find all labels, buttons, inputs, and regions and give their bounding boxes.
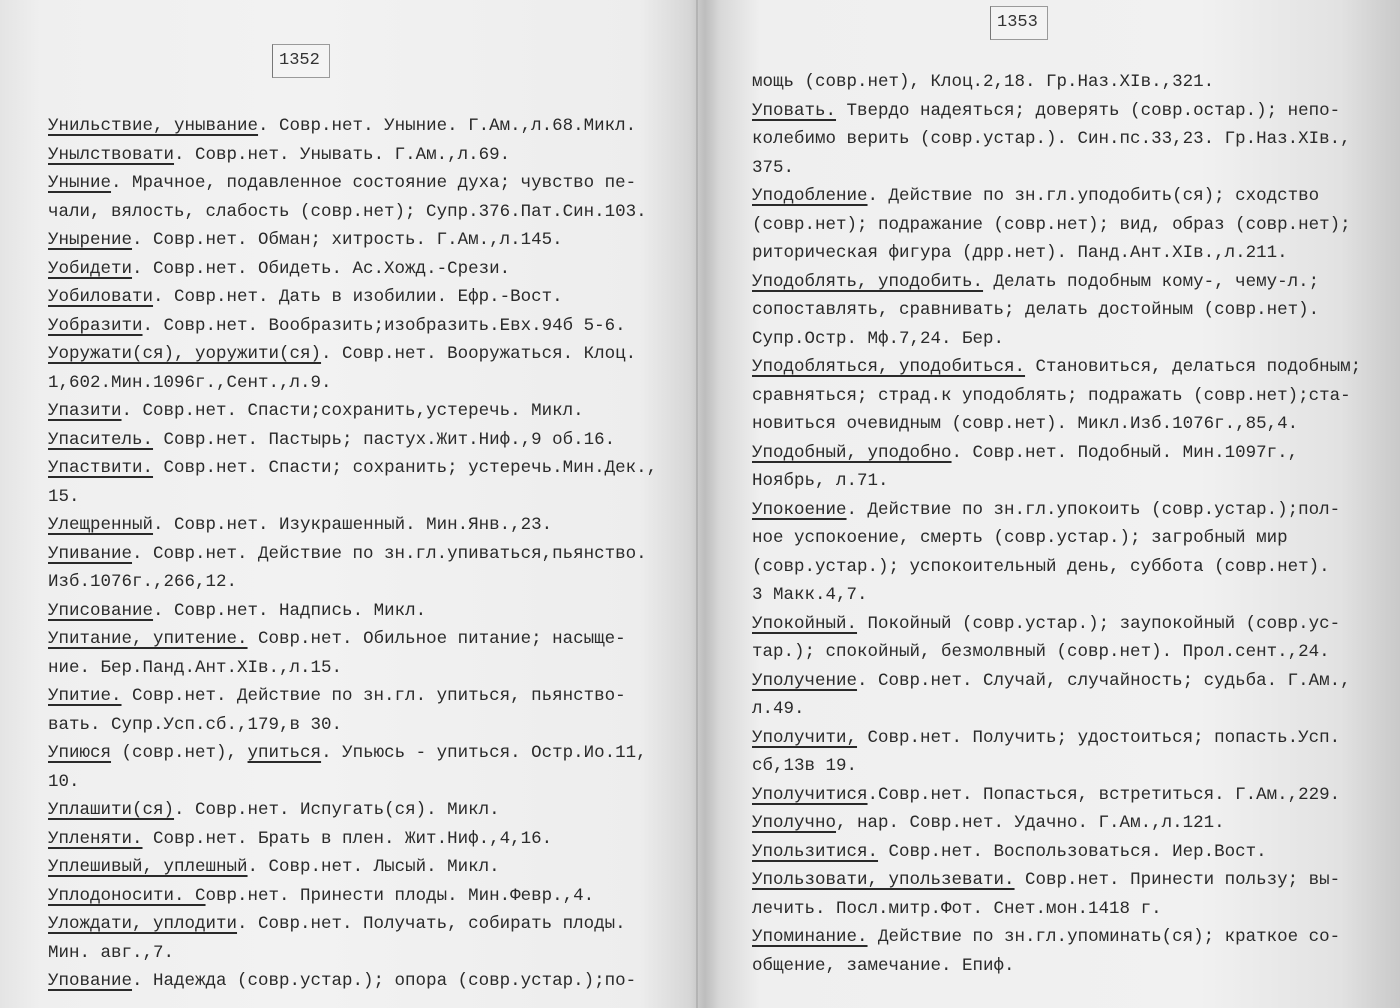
entry-text: ние. Бер.Панд.Ант.XIв.,л.15. xyxy=(48,657,343,678)
entry-text: 15. xyxy=(48,486,80,507)
headword: Унильствие, унывание xyxy=(48,116,259,136)
dictionary-line xyxy=(752,838,1361,867)
entry-text: . Совр.нет. Подобный. Мин.1097г., xyxy=(951,442,1299,463)
dictionary-line xyxy=(752,895,1361,924)
entry-text: чали, вялость, слабость (совр.нет); Супр.376.Пат.Син.103. xyxy=(48,201,647,222)
entry-text: сб,13в 19. xyxy=(752,756,858,776)
headword: Упование xyxy=(48,971,133,991)
dictionary-line xyxy=(752,496,1361,525)
dictionary-line xyxy=(48,654,657,683)
entry-text: 3 Макк.4,7. xyxy=(752,585,868,605)
headword: Уполучити, xyxy=(752,727,858,748)
dictionary-line xyxy=(752,781,1361,810)
dictionary-line xyxy=(48,112,657,141)
entry-text: 375. xyxy=(752,157,795,178)
entry-text: Делать подобным кому-, чему-л.; xyxy=(983,271,1320,292)
headword: Упазити xyxy=(48,401,122,421)
dictionary-line xyxy=(48,483,657,512)
headword: Уписование xyxy=(48,600,154,621)
dictionary-line xyxy=(48,511,657,540)
headword: Уподобление xyxy=(752,186,868,206)
entry-text: Совр.нет. Брать в плен. Жит.Ниф.,4,16. xyxy=(142,828,553,849)
entry-text: колебимо верить (совр.устар.). Син.пс.33,23. Гр.Наз.XIв., xyxy=(752,129,1351,149)
dictionary-line xyxy=(752,410,1361,439)
dictionary-line xyxy=(48,454,657,483)
dictionary-line xyxy=(752,581,1361,610)
dictionary-line xyxy=(48,169,657,198)
headword: Уповать. xyxy=(752,100,837,121)
entry-text: . Действие по зн.гл.упокоить (совр.устар.);пол- xyxy=(846,499,1341,520)
entry-text: лечить. Посл.митр.Фот. Снет.мон.1418 г. xyxy=(752,898,1162,919)
dictionary-line xyxy=(48,853,657,882)
dictionary-line xyxy=(48,141,657,170)
entry-text: , нар. Совр.нет. Удачно. Г.Ам.,л.121. xyxy=(836,813,1225,833)
entry-text: вать. Супр.Усп.сб.,179,в 30. xyxy=(48,714,343,735)
dictionary-line xyxy=(48,198,657,227)
dictionary-line xyxy=(48,825,657,854)
headword: Унырение xyxy=(48,230,133,250)
dictionary-line xyxy=(48,939,657,968)
headword: Уобиловати xyxy=(48,287,154,307)
entry-text: . Упьюсь - упиться. Остр.Ио.11, xyxy=(321,743,647,763)
page-number-right: 1353 xyxy=(990,6,1048,40)
entry-text: . Совр.нет. Испугать(ся). Микл. xyxy=(174,800,500,820)
entry-text: . Надежда (совр.устар.); опора (совр.устар.);по- xyxy=(132,971,637,991)
entry-text: . Совр.нет. Вооружаться. Клоц. xyxy=(321,344,637,364)
entry-text: . Совр.нет. Надпись. Микл. xyxy=(153,600,427,621)
headword: Уподобный, уподобно xyxy=(752,442,952,463)
dictionary-line xyxy=(752,439,1361,468)
entry-text: тар.); спокойный, безмолвный (совр.нет). Прол.сент.,24. xyxy=(752,642,1330,662)
dictionary-line xyxy=(48,312,657,341)
dictionary-line xyxy=(752,211,1361,240)
dictionary-line xyxy=(48,568,657,597)
entry-text: Покойный (совр.устар.); заупокойный (совр.ус- xyxy=(857,613,1341,634)
dictionary-line xyxy=(48,682,657,711)
book-gutter xyxy=(696,0,698,1008)
entry-text: 10. xyxy=(48,771,80,792)
headword: Уоружати(ся), уоружити(ся) xyxy=(48,344,322,364)
dictionary-line xyxy=(48,597,657,626)
headword: Уобидети xyxy=(48,258,133,279)
entry-text: . Совр.нет. Обман; хитрость. Г.Ам.,л.145. xyxy=(132,230,563,250)
headword: Уподобляться, уподобиться. xyxy=(752,357,1026,377)
dictionary-line xyxy=(752,68,1361,97)
headword: Упокойный. xyxy=(752,613,858,634)
dictionary-line xyxy=(752,809,1361,838)
headword: Упленяти. xyxy=(48,828,143,849)
headword: Упиюся xyxy=(48,743,112,763)
entry-text: ное успокоение, смерть (совр.устар.); загробный мир xyxy=(752,528,1288,548)
headword: Упивание xyxy=(48,543,133,564)
entry-text: . Совр.нет. Действие по зн.гл.упиваться,пьянство. xyxy=(132,543,647,564)
entry-text: риторическая фигура (дрр.нет). Панд.Ант.XIв.,л.211. xyxy=(752,243,1288,263)
entry-text: . Совр.нет. Спасти;сохранить,устеречь. Микл. xyxy=(121,401,584,421)
headword: Упаствити. xyxy=(48,458,154,478)
entry-text: . Совр.нет. Изукрашенный. Мин.Янв.,23. xyxy=(153,515,553,535)
headword: Упитание, упитение. xyxy=(48,629,248,649)
headword: Упоминание. xyxy=(752,927,868,947)
left-page-text xyxy=(48,112,657,996)
entry-text: Становиться, делаться подобным; xyxy=(1025,357,1362,377)
headword: упиться xyxy=(247,743,322,763)
dictionary-line xyxy=(48,711,657,740)
entry-text: . Действие по зн.гл.уподобить(ся); сходство xyxy=(867,186,1320,206)
entry-text: . Совр.нет. Унывать. Г.Ам.,л.69. xyxy=(174,144,511,165)
dictionary-line xyxy=(752,553,1361,582)
dictionary-line xyxy=(752,524,1361,553)
entry-text: . Совр.нет. Лысый. Микл. xyxy=(247,857,500,877)
dictionary-line xyxy=(48,426,657,455)
headword: Уплешивый, уплешный xyxy=(48,857,248,877)
dictionary-line xyxy=(752,239,1361,268)
headword: Упаситель. xyxy=(48,429,154,450)
entry-text: Мин. авг.,7. xyxy=(48,942,175,963)
headword: Уполучение xyxy=(752,670,858,691)
entry-text: Совр.нет. Принести пользу; вы- xyxy=(1014,870,1341,890)
dictionary-line xyxy=(48,768,657,797)
dictionary-line xyxy=(48,540,657,569)
dictionary-line xyxy=(48,397,657,426)
entry-text: новиться очевидным (совр.нет). Микл.Изб.1076г.,85,4. xyxy=(752,414,1299,434)
entry-text: сопоставлять, сравнивать; делать достойным (совр.нет). xyxy=(752,300,1320,320)
headword: Упользовати, упользевати. xyxy=(752,870,1015,890)
entry-text: .Совр.нет. Попасться, встретиться. Г.Ам.,229. xyxy=(867,784,1341,805)
dictionary-line xyxy=(48,369,657,398)
entry-text: Твердо надеяться; доверять (совр.остар.); непо- xyxy=(836,100,1341,121)
headword: Уобразити xyxy=(48,315,143,336)
entry-text: (совр.устар.); успокоительный день, суббота (совр.нет). xyxy=(752,556,1330,577)
dictionary-line xyxy=(48,882,657,911)
entry-text: . Совр.нет. Получать, собирать плоды. xyxy=(237,914,626,934)
headword: Уплодоносити. С xyxy=(48,885,206,906)
dictionary-line xyxy=(752,638,1361,667)
entry-text: . Совр.нет. Уныние. Г.Ам.,л.68.Микл. xyxy=(258,116,637,136)
entry-text: Изб.1076г.,266,12. xyxy=(48,572,238,592)
entry-text: сравняться; страд.к уподоблять; подражать (совр.нет);ста- xyxy=(752,385,1351,406)
dictionary-line xyxy=(752,382,1361,411)
entry-text: . Совр.нет. Обидеть. Ас.Хожд.-Срези. xyxy=(132,258,511,279)
dictionary-line xyxy=(752,695,1361,724)
dictionary-line xyxy=(752,667,1361,696)
dictionary-line xyxy=(48,340,657,369)
dictionary-line xyxy=(752,353,1361,382)
entry-text: Совр.нет. Пастырь; пастух.Жит.Ниф.,9 об.16. xyxy=(153,429,616,450)
entry-text: . Совр.нет. Вообразить;изобразить.Евх.94б 5-6. xyxy=(142,315,626,336)
headword: Уплашити(ся) xyxy=(48,800,175,820)
entry-text: общение, замечание. Епиф. xyxy=(752,955,1015,976)
headword: Упокоение xyxy=(752,499,847,520)
entry-text: Действие по зн.гл.упоминать(ся); краткое со- xyxy=(867,927,1341,947)
dictionary-line xyxy=(48,739,657,768)
entry-text: (совр.нет); подражание (совр.нет); вид, образ (совр.нет); xyxy=(752,214,1351,235)
entry-text: Совр.нет. Действие по зн.гл. упиться, пьянство- xyxy=(121,686,626,706)
entry-text: Совр.нет. Спасти; сохранить; устеречь.Мин.Дек., xyxy=(153,458,658,478)
entry-text: мощь (совр.нет), Клоц.2,18. Гр.Наз.XIв.,321. xyxy=(752,72,1215,92)
headword: Улещренный xyxy=(48,515,154,535)
headword: Упользитися. xyxy=(752,841,879,862)
right-page-text xyxy=(752,68,1361,980)
dictionary-line xyxy=(752,923,1361,952)
headword: Уныние xyxy=(48,173,112,193)
headword: Уполучитися xyxy=(752,784,868,805)
entry-text: . Совр.нет. Случай, случайность; судьба. Г.Ам., xyxy=(857,670,1351,691)
dictionary-line xyxy=(48,283,657,312)
dictionary-line xyxy=(752,610,1361,639)
headword: Уполучно xyxy=(752,813,837,833)
entry-text: Ноябрь, л.71. xyxy=(752,471,889,491)
entry-text: Совр.нет. Воспользоваться. Иер.Вост. xyxy=(878,841,1267,862)
dictionary-line xyxy=(752,467,1361,496)
entry-text: 1,602.Мин.1096г.,Сент.,л.9. xyxy=(48,372,332,393)
dictionary-line xyxy=(48,967,657,996)
entry-text: (совр.нет), xyxy=(111,743,248,763)
entry-text: Супр.Остр. Мф.7,24. Бер. xyxy=(752,328,1005,349)
dictionary-line xyxy=(752,952,1361,981)
dictionary-line xyxy=(752,268,1361,297)
dictionary-line xyxy=(752,296,1361,325)
dictionary-line xyxy=(752,752,1361,781)
entry-text: . Мрачное, подавленное состояние духа; чувство пе- xyxy=(111,173,637,193)
headword: Упитие. xyxy=(48,686,122,706)
dictionary-line xyxy=(752,154,1361,183)
dictionary-line xyxy=(48,226,657,255)
entry-text: Совр.нет. Получить; удостоиться; попасть.Усп. xyxy=(857,727,1341,748)
dictionary-line xyxy=(752,325,1361,354)
headword: Унылствовати xyxy=(48,144,175,165)
headword: Улождати, уплодити xyxy=(48,914,238,934)
headword: Уподоблять, уподобить. xyxy=(752,271,984,292)
dictionary-line xyxy=(48,625,657,654)
dictionary-line xyxy=(752,866,1361,895)
dictionary-line xyxy=(48,796,657,825)
entry-text: л.49. xyxy=(752,699,805,719)
dictionary-line xyxy=(752,182,1361,211)
entry-text: Совр.нет. Обильное питание; насыще- xyxy=(247,629,626,649)
page-number-left: 1352 xyxy=(272,44,330,78)
dictionary-line xyxy=(752,97,1361,126)
dictionary-line xyxy=(48,910,657,939)
dictionary-line xyxy=(752,724,1361,753)
entry-text: . Совр.нет. Дать в изобилии. Ефр.-Вост. xyxy=(153,287,563,307)
dictionary-line xyxy=(48,255,657,284)
entry-text: овр.нет. Принести плоды. Мин.Февр.,4. xyxy=(205,885,595,906)
dictionary-line xyxy=(752,125,1361,154)
